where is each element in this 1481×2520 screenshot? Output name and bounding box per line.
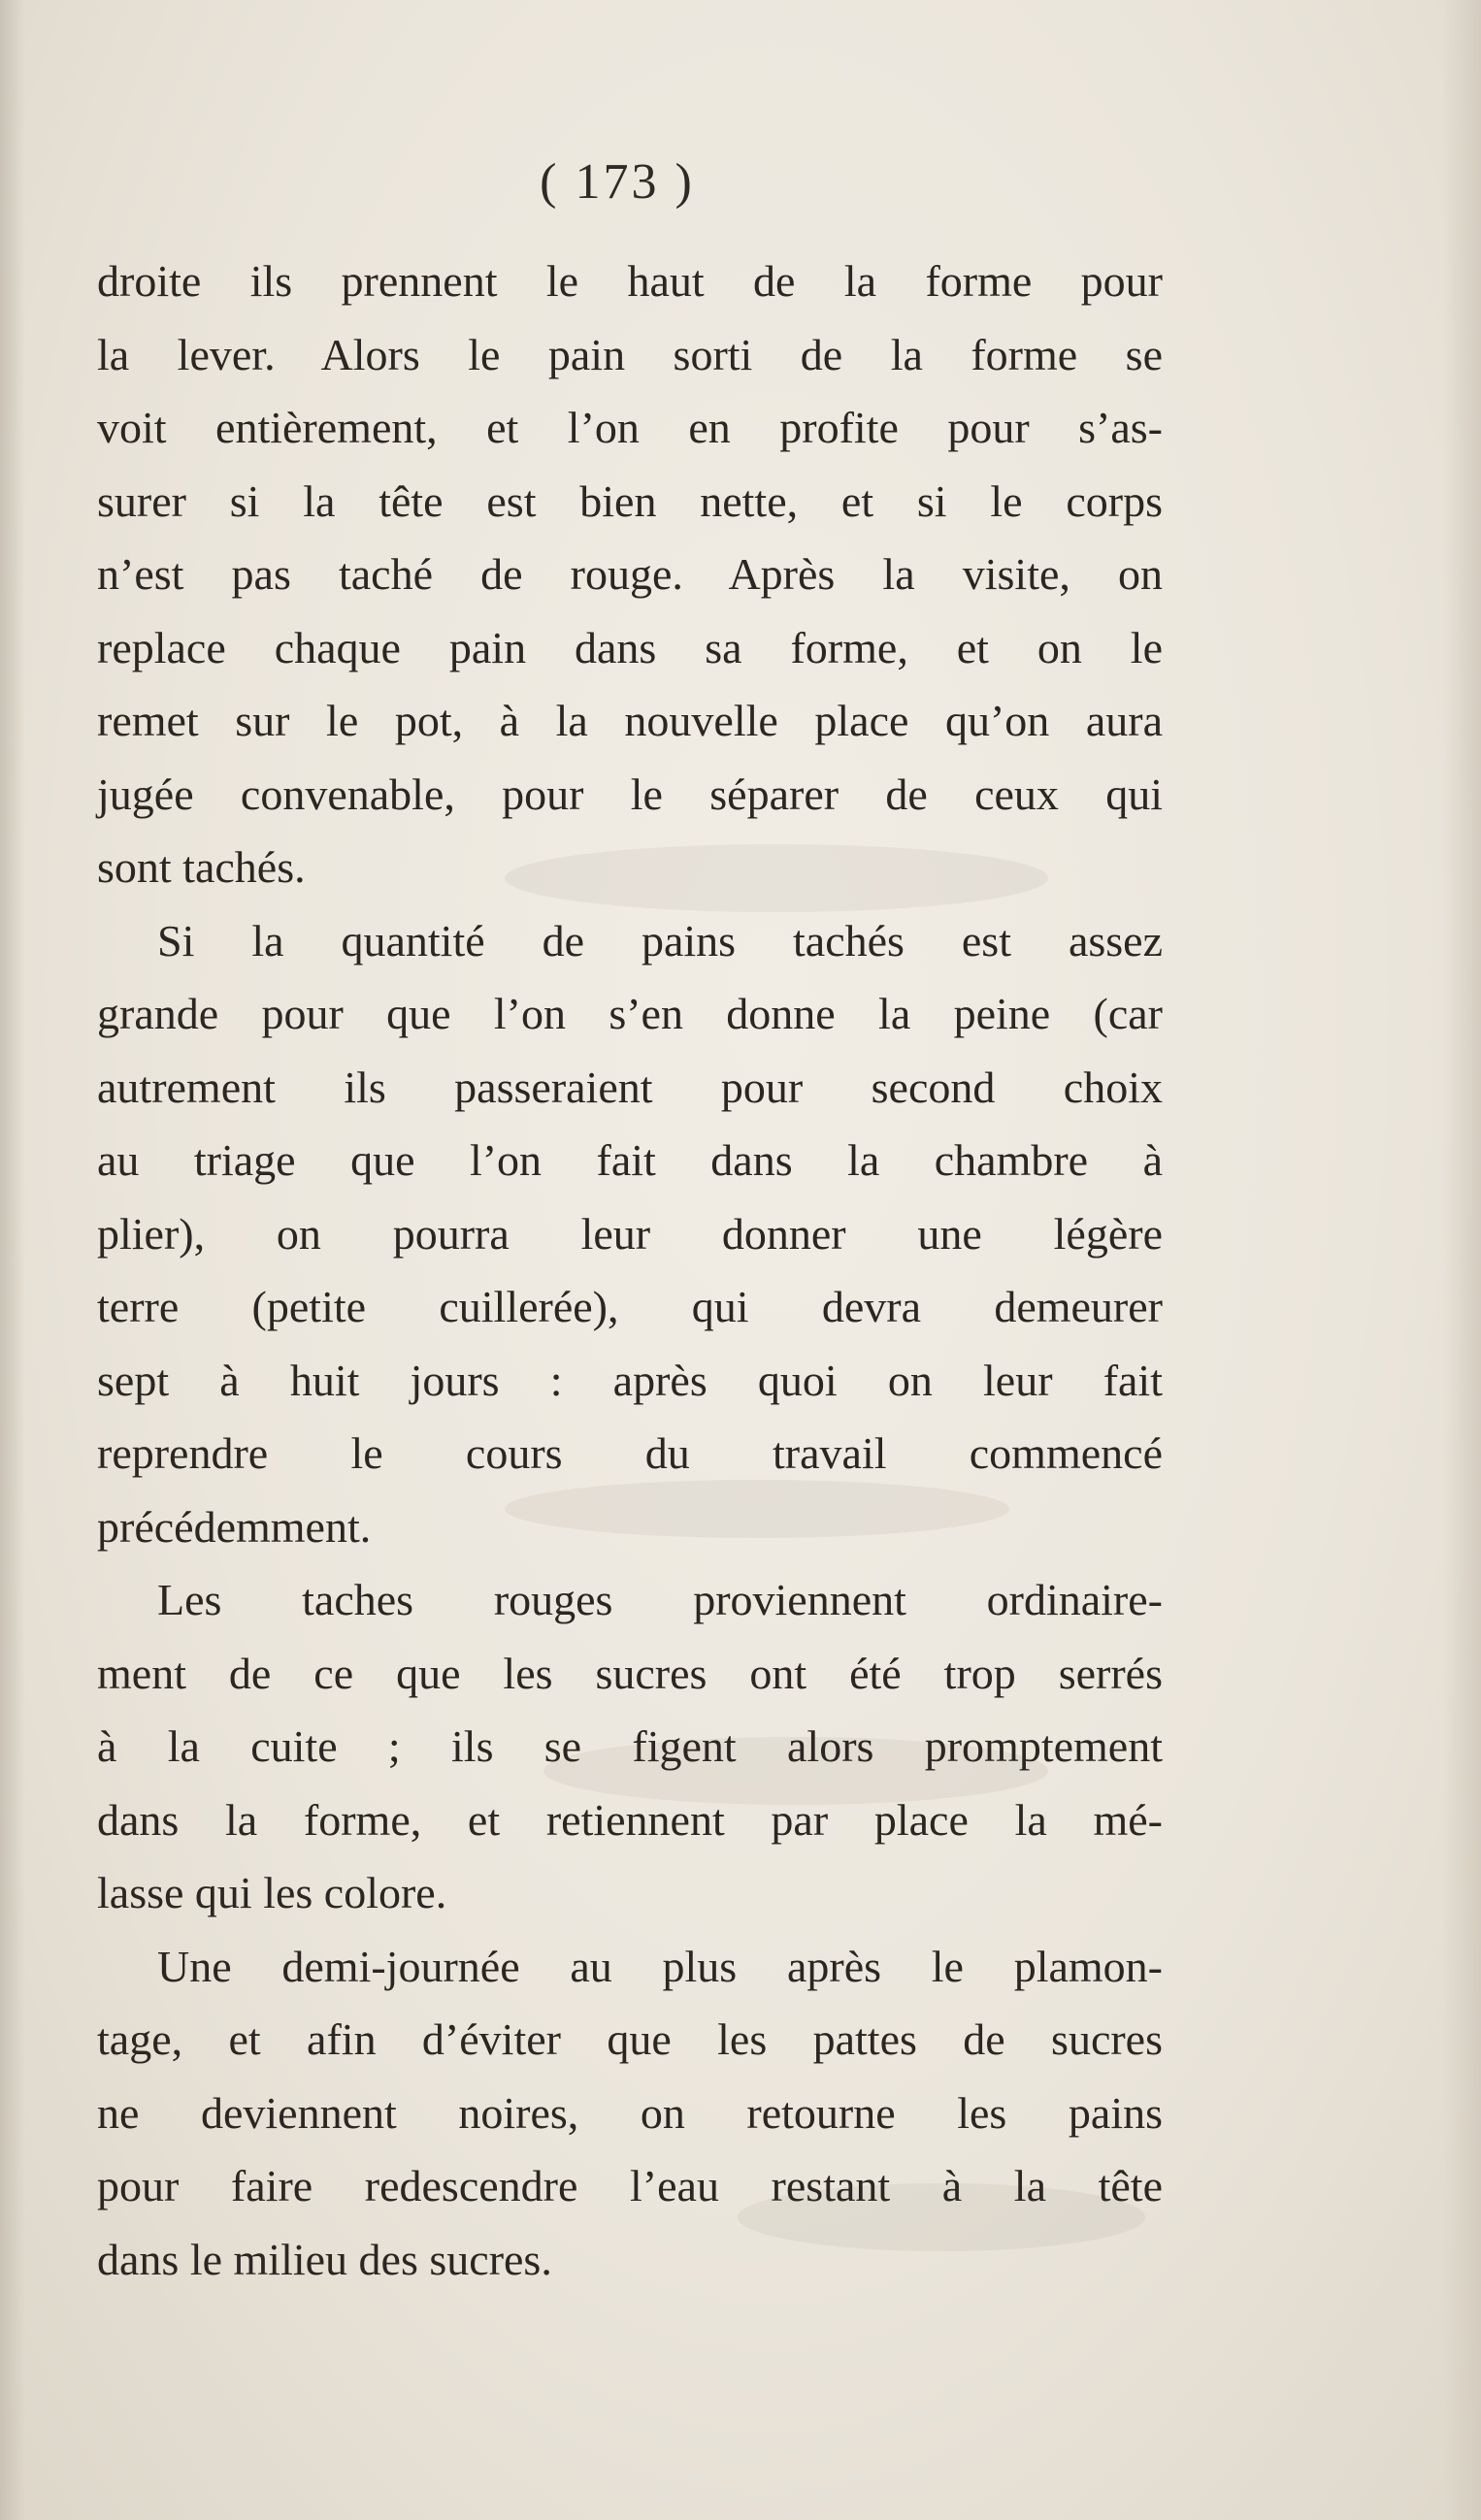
page-edge-shadow <box>1442 0 1481 2520</box>
text-line: lasse qui les colore. <box>97 1868 447 1917</box>
text-line: ment de ce que les sucres ont été trop serrés <box>97 1648 1163 1698</box>
text-line: n’est pas taché de rouge. Après la visite, on <box>97 549 1163 599</box>
text-line: sept à huit jours : après quoi on leur fait <box>97 1355 1163 1405</box>
page-number: ( 173 ) <box>540 154 695 210</box>
text-line: précédemment. <box>97 1501 372 1552</box>
text-line: sont tachés. <box>97 842 306 892</box>
text-line: jugée convenable, pour le séparer de ceux qui <box>97 769 1163 819</box>
text-line: pour faire redescendre l’eau restant à la tête <box>97 2161 1163 2210</box>
text-line: la lever. Alors le pain sorti de la forme se <box>97 329 1163 379</box>
text-line: autrement ils passeraient pour second choix <box>97 1062 1163 1112</box>
text-line: ne deviennent noires, on retourne les pains <box>97 2087 1163 2138</box>
text-line: replace chaque pain dans sa forme, et on le <box>97 622 1163 672</box>
text-line: voit entièrement, et l’on en profite pour s’as- <box>97 403 1163 452</box>
text-line: surer si la tête est bien nette, et si le corps <box>97 475 1163 526</box>
text-line: dans le milieu des sucres. <box>97 2234 552 2284</box>
body-text <box>97 245 1163 2296</box>
text-line: au triage que l’on fait dans la chambre à <box>97 1135 1163 1185</box>
text-line: à la cuite ; ils se figent alors promptement <box>97 1721 1163 1771</box>
text-line: droite ils prennent le haut de la forme pour <box>97 256 1163 306</box>
text-line: plier), on pourra leur donner une légère <box>97 1208 1163 1259</box>
text-line: dans la forme, et retiennent par place la mé- <box>97 1794 1163 1845</box>
page-gutter-shadow <box>0 0 25 2520</box>
text-line: Si la quantité de pains tachés est assez <box>157 915 1163 965</box>
text-line: reprendre le cours du travail commencé <box>97 1428 1163 1478</box>
text-line: remet sur le pot, à la nouvelle place qu’on aura <box>97 696 1163 745</box>
text-line: terre (petite cuillerée), qui devra demeurer <box>97 1282 1163 1331</box>
text-line: tage, et afin d’éviter que les pattes de sucres <box>97 2014 1163 2064</box>
text-line: grande pour que l’on s’en donne la peine (car <box>97 989 1163 1038</box>
text-line: Une demi-journée au plus après le plamon- <box>157 1941 1163 1991</box>
text-line: Les taches rouges proviennent ordinaire- <box>157 1575 1163 1624</box>
